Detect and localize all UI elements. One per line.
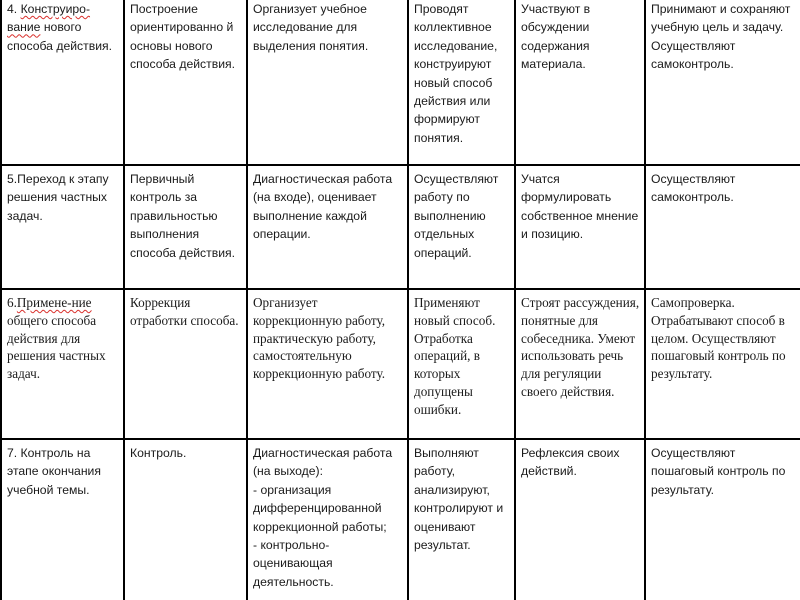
student-activity-cell: Выполняют работу, анализируют, контролируют и оценивают результат. [408,439,515,600]
table-row [1,439,800,600]
table-row [1,165,800,289]
student-activity-cell: Применяют новый способ. Отработка операций, в которых допущены ошибки. [408,289,515,439]
communicative-cell: Строят рассуждения, понятные для собеседника. Умеют использовать речь для регуляции своего действия. [515,289,645,439]
list-item: - организация дифференцированной коррекционной работы; [253,482,387,534]
stage-number: 4. [7,2,21,16]
regulative-cell: Принимают и сохраняют учебную цель и задачу. Осуществляют самоконтроль. [645,0,800,165]
teacher-activity-cell: Организует коррекционную работу, практическую работу, самостоятельную коррекционную работу. [247,289,408,439]
teacher-activity-intro: Диагностическая работа (на выходе): [253,446,393,479]
table-row [1,0,800,165]
stage-number: 6. [7,295,17,310]
stage-cell: 7. Контроль на этапе окончания учебной темы. [1,439,124,600]
teacher-activity-cell: Организует учебное исследование для выделения понятия. [247,0,408,165]
stage-cell [1,289,124,439]
communicative-cell: Рефлексия своих действий. [515,439,645,600]
regulative-cell: Самопроверка. Отрабатывают способ в целом. Осуществляют пошаговый контроль по результату. [645,289,800,439]
goal-cell: Построение ориентированно й основы нового способа действия. [124,0,247,165]
communicative-cell: Участвуют в обсуждении содержания материала. [515,0,645,165]
goal-cell: Коррекция отработки способа. [124,289,247,439]
teacher-activity-list [253,481,403,591]
goal-cell: Первичный контроль за правильностью выполнения способа действия. [124,165,247,289]
goal-cell: Контроль. [124,439,247,600]
student-activity-cell: Осуществляют работу по выполнению отдельных операций. [408,165,515,289]
student-activity-cell: Проводят коллективное исследование, конструируют новый способ действия или формируют понятия. [408,0,515,165]
stage-text: нового способа действия. [7,20,112,53]
list-item: - контрольно-оценивающая деятельность. [253,538,334,589]
stage-cell: 5.Переход к этапу решения частных задач. [1,165,124,289]
teacher-activity-cell [247,439,408,600]
stage-text: общего способа действия для решения частных задач. [7,312,106,382]
communicative-cell: Учатся формулировать собственное мнение и позицию. [515,165,645,289]
regulative-cell: Осуществляют самоконтроль. [645,165,800,289]
regulative-cell: Осуществляют пошаговый контроль по результату. [645,439,800,600]
table-row [1,289,800,439]
teacher-activity-cell: Диагностическая работа (на входе), оценивает выполнение каждой операции. [247,165,408,289]
spellcheck-word: Примене-ние [16,295,92,310]
spellcheck-word: Конструиро-вание [7,2,91,35]
stage-cell [1,0,124,165]
